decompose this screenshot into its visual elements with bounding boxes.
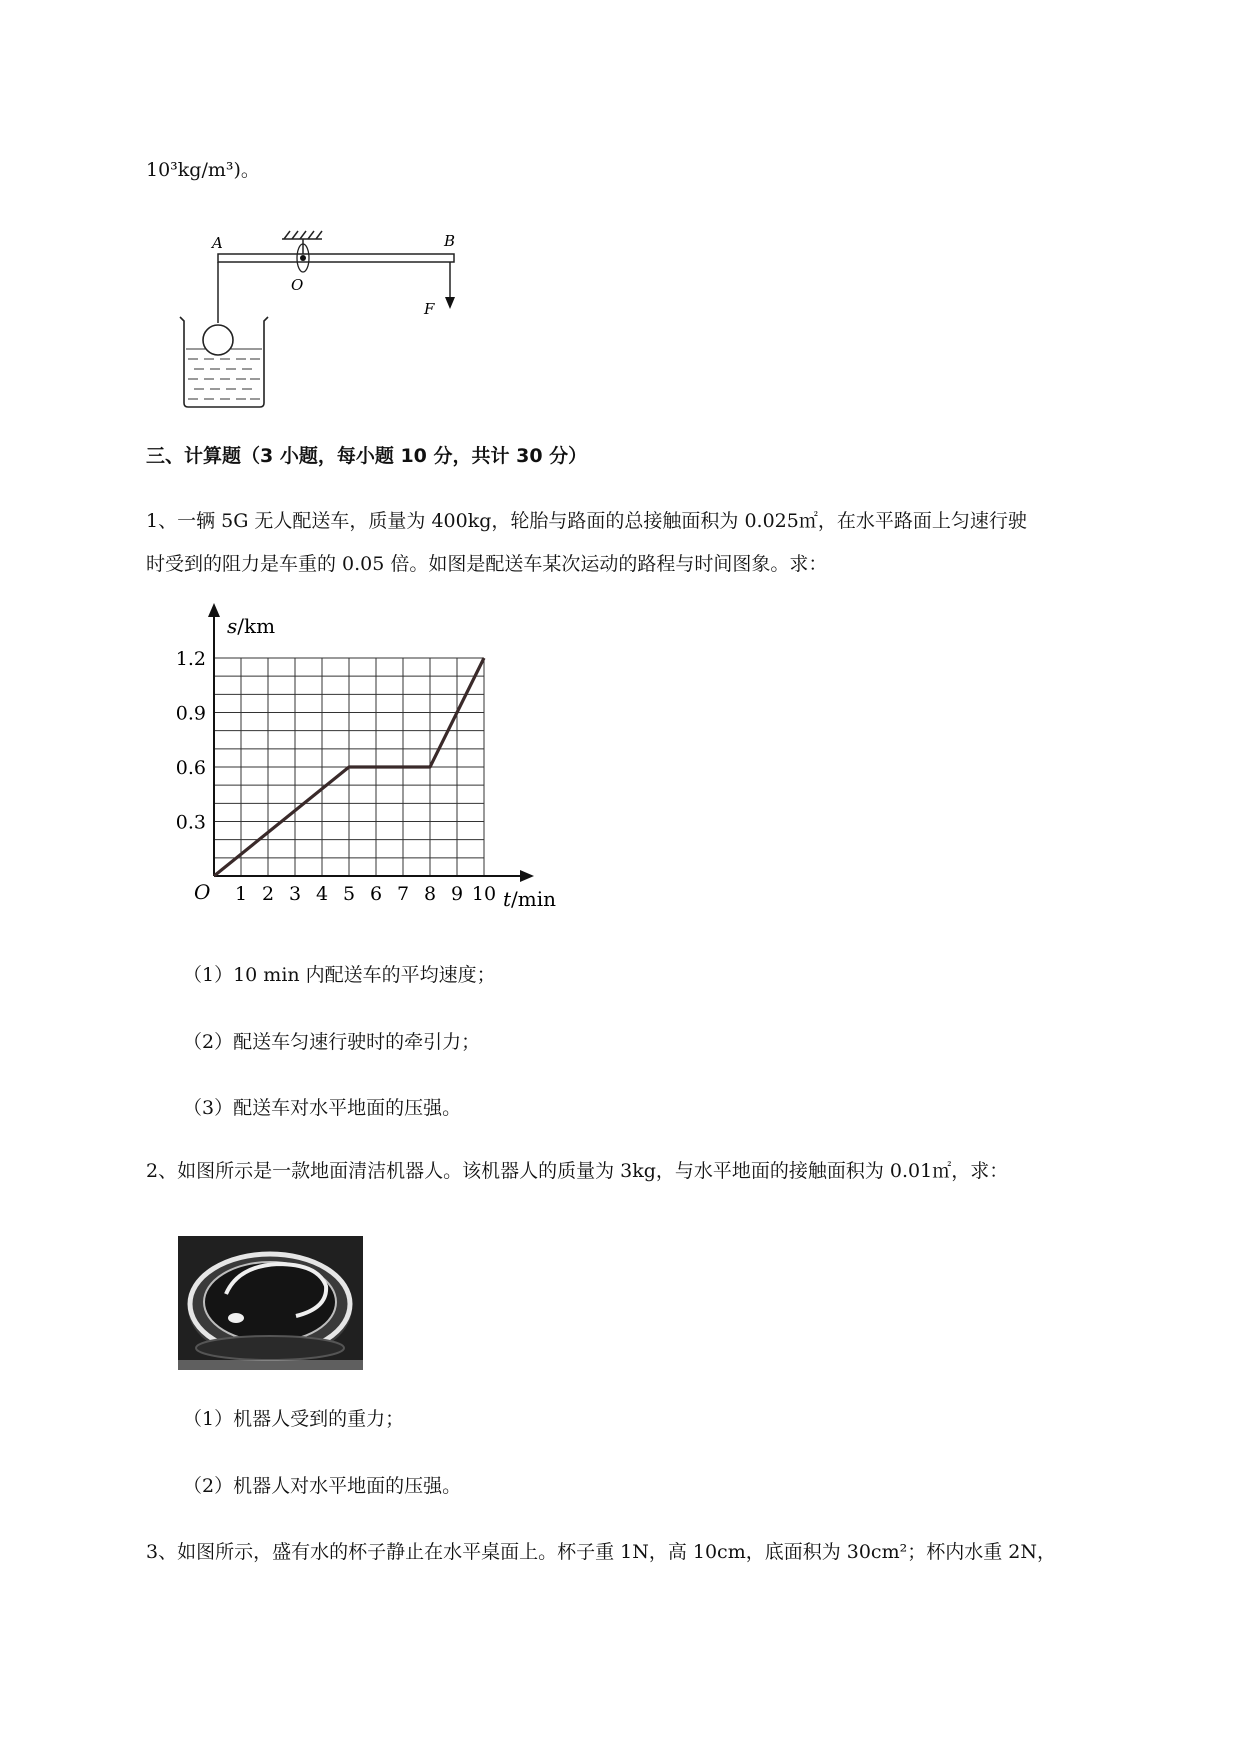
x-tick-label: 8 xyxy=(423,883,437,905)
x-axis-unit: /min xyxy=(511,887,557,911)
q2-sub2: （2）机器人对水平地面的压强。 xyxy=(183,1475,462,1497)
y-tick-label: 0.9 xyxy=(175,702,206,725)
section-heading: 三、计算题（3 小题，每小题 10 分，共计 30 分） xyxy=(146,445,588,467)
y-axis-var: s xyxy=(227,614,238,638)
label-o: O xyxy=(291,276,304,294)
y-axis-label xyxy=(227,614,275,638)
y-tick-label: 0.3 xyxy=(175,811,206,834)
origin-label: O xyxy=(194,880,211,904)
x-axis-var: t xyxy=(503,887,512,911)
x-tick-label: 9 xyxy=(450,883,464,905)
x-tick-label: 2 xyxy=(261,883,275,905)
ball xyxy=(203,325,233,355)
x-tick-label: 1 xyxy=(234,883,248,905)
q3-line1: 3、如图所示，盛有水的杯子静止在水平桌面上。杯子重 1N，高 10cm，底面积为 30cm²；杯内水重 2N， xyxy=(146,1541,1056,1563)
label-b: B xyxy=(444,232,456,250)
water-lines xyxy=(186,349,262,399)
st-chart xyxy=(172,603,572,923)
q1-sub1: （1）10 min 内配送车的平均速度； xyxy=(183,964,496,986)
top-fragment-text: 10³kg/m³)。 xyxy=(146,159,260,181)
y-axis-unit: /km xyxy=(237,614,276,638)
x-tick-label: 10 xyxy=(471,883,497,905)
label-f: F xyxy=(424,300,435,318)
x-tick-label: 7 xyxy=(396,883,410,905)
x-axis-arrow xyxy=(520,870,534,882)
q1-sub3: （3）配送车对水平地面的压强。 xyxy=(183,1097,462,1119)
robot-vacuum-photo xyxy=(178,1236,363,1370)
label-a: A xyxy=(212,234,223,252)
q1-sub2: （2）配送车匀速行驶时的牵引力； xyxy=(183,1031,481,1053)
x-tick-label: 3 xyxy=(288,883,302,905)
pivot-point xyxy=(300,255,306,261)
q2-line1: 2、如图所示是一款地面清洁机器人。该机器人的质量为 3kg，与水平地面的接触面积为 0.01㎡，求： xyxy=(146,1160,1009,1182)
x-tick-label: 5 xyxy=(342,883,356,905)
lever-diagram xyxy=(172,225,472,421)
y-axis-arrow xyxy=(208,603,220,617)
force-arrow xyxy=(445,297,455,309)
y-tick-label: 0.6 xyxy=(175,757,206,779)
q2-sub1: （1）机器人受到的重力； xyxy=(183,1408,405,1430)
x-tick-label: 4 xyxy=(315,883,329,905)
x-tick-label: 6 xyxy=(369,883,383,905)
q1-line2: 时受到的阻力是车重的 0.05 倍。如图是配送车某次运动的路程与时间图象。求： xyxy=(146,553,828,575)
y-tick-label: 1.2 xyxy=(175,648,206,670)
x-axis-label xyxy=(503,887,556,911)
ceiling-support xyxy=(282,231,322,255)
lever-bar xyxy=(218,254,454,262)
q1-line1: 1、一辆 5G 无人配送车，质量为 400kg，轮胎与路面的总接触面积为 0.025㎡，在水平路面上匀速行驶 xyxy=(146,510,1027,532)
